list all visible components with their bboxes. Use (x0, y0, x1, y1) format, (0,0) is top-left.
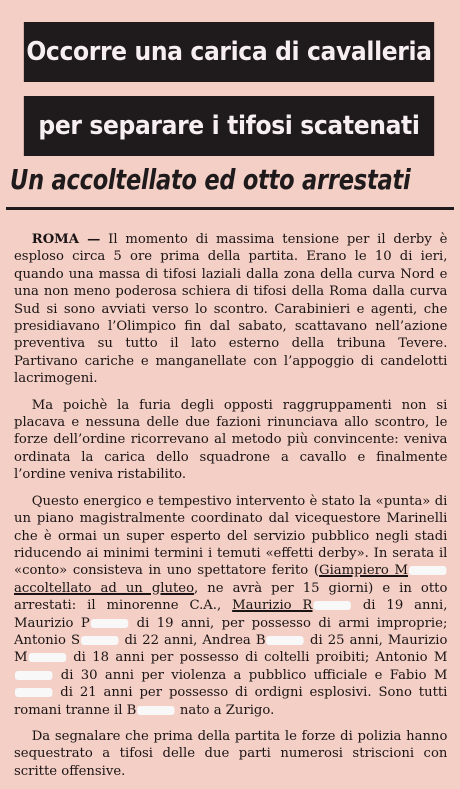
paragraph-3-text-i: di 21 anni per possesso di ordigni esplosivi. Sono tutti romani tranne il B (14, 685, 448, 718)
paragraph-3-text-f: di 25 anni, Maurizio M (14, 632, 448, 666)
paragraph-3-text-e: di 22 anni, Andrea B (119, 632, 266, 648)
redaction-mark (137, 706, 174, 715)
redaction-mark (81, 636, 118, 645)
headline-line-1: Occorre una carica di cavalleria (24, 22, 434, 82)
underlined-name-2 (232, 598, 352, 613)
redaction-mark (91, 619, 128, 628)
subheadline: Un accoltellato ed otto arrestati (10, 164, 411, 196)
redaction-mark (28, 653, 65, 662)
redacted-name-1: Giampiero M (319, 563, 408, 579)
paragraph-3-text-b: , ne avrà per 15 giorni) e in otto arrestati: il minorenne C.A., (14, 580, 448, 614)
paragraph-2: Ma poichè la furia degli opposti raggruppamenti non si placava e nessuna delle due fazioni rinunciava allo scontro, le forze dell’ordine ricorrevano al metodo più convincente: veniva ordinata la carica dello squadrone a cavallo e finalmente l’ordine veniva ristabilito. (14, 397, 448, 483)
paragraph-3-text-h: di 30 anni per violenza a pubblico ufficiale e Fabio M (53, 667, 448, 683)
redacted-name-2: Maurizio R (232, 598, 313, 614)
paragraph-3 (14, 493, 447, 719)
headline-line-2: per separare i tifosi scatenati (24, 96, 434, 156)
paragraph-3-text-a: Questo energico e tempestivo intervento è stato la «punta» di un piano magistralmente coordinato dal vicequestore Marinelli che è ormai un super esperto del servizio pubblico negli stadi riducendo ai minimi termini i temuti «effetti derby». In serata il «conto» consisteva in uno spettatore ferito ( (14, 493, 448, 579)
paragraph-1 (14, 231, 447, 388)
paragraph-4: Da segnalare che prima della partita le forze di polizia hanno sequestrato a tifosi delle due parti numerosi striscioni con scritte offensive. (14, 728, 448, 779)
redaction-mark (313, 601, 350, 610)
paragraph-3-text-d: di 19 anni, per possesso di armi improprie; Antonio S (14, 615, 448, 648)
redaction-mark (267, 636, 304, 645)
paragraph-1-text: Il momento di massima tensione per il derby è esploso circa 5 ore prima della partita. Erano le 10 di ieri, quando una massa di tifosi laziali dalla zona della curva Nord e una non meno poderosa schiera di tifosi della Roma dalla curva Sud si sono avviati verso lo scontro. Carabinieri e agenti, che presidiavano l’Olimpico fin dal sabato, scattavano nell’azione preventiva su tutto il lato esterno della tribuna Tevere. Partivano cariche e manganellate con l’appoggio di candelotti lacrimogeni. (14, 232, 448, 387)
underlined-phrase: accoltellato ad un gluteo (14, 580, 195, 596)
redaction-mark (15, 688, 52, 697)
paragraph-3-text-c: di 19 anni, Maurizio P (14, 598, 448, 631)
divider-rule (6, 207, 454, 210)
redaction-mark (409, 566, 446, 575)
paragraph-3-text-g: di 18 anni per possesso di coltelli proibiti; Antonio M (66, 650, 448, 666)
dateline: ROMA — (31, 231, 101, 247)
article-body (14, 231, 454, 789)
paragraph-3-text-j: nato a Zurigo. (175, 702, 275, 718)
redaction-mark (15, 671, 52, 680)
